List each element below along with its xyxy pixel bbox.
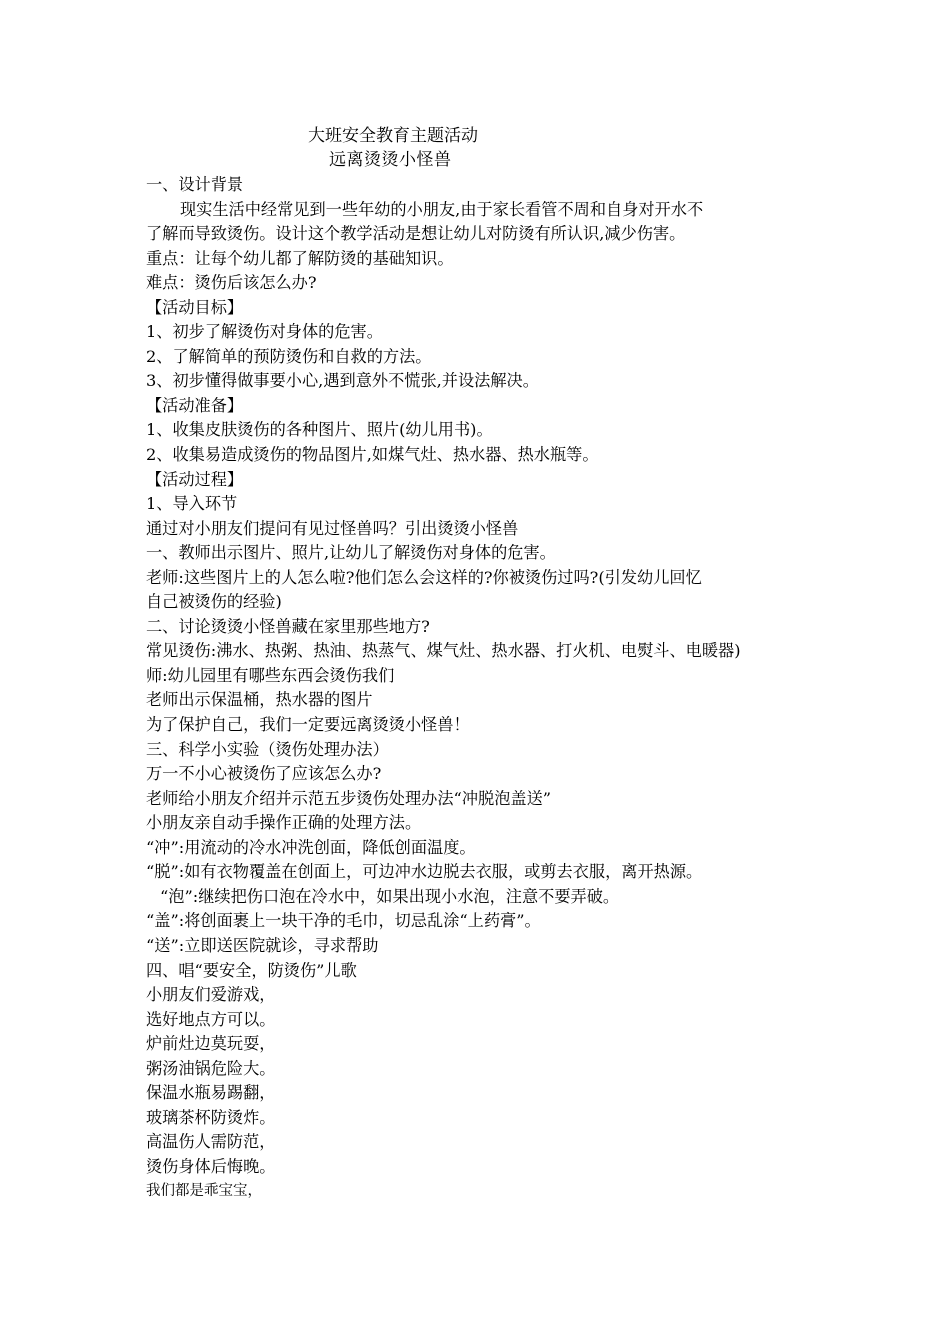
document-subtitle: 远离烫烫小怪兽 bbox=[329, 150, 452, 170]
song-line: 粥汤油锅危险大。 bbox=[146, 1058, 276, 1078]
treatment-step: “盖”:将创面裹上一块干净的毛巾，切忌乱涂“上药膏”。 bbox=[146, 911, 541, 931]
song-line: 炉前灶边莫玩耍， bbox=[146, 1034, 276, 1054]
song-line: 玻璃茶杯防烫炸。 bbox=[146, 1107, 276, 1127]
document-body bbox=[146, 173, 816, 1204]
song-line: 我们都是乖宝宝， bbox=[146, 1183, 262, 1200]
paragraph-line: 了解而导致烫伤。设计这个教学活动是想让幼儿对防烫有所认识,减少伤害。 bbox=[146, 224, 686, 244]
process-line: 通过对小朋友们提问有见过怪兽吗？引出烫烫小怪兽 bbox=[146, 518, 519, 538]
process-line: 1、导入环节 bbox=[146, 494, 238, 514]
goal-item: 2、了解简单的预防烫伤和自救的方法。 bbox=[146, 346, 432, 366]
preparation-item: 1、收集皮肤烫伤的各种图片、照片(幼儿用书)。 bbox=[146, 420, 493, 440]
section-heading-background: 一、设计背景 bbox=[146, 175, 244, 194]
process-line: 小朋友亲自动手操作正确的处理方法。 bbox=[146, 813, 422, 833]
process-line: 老师出示保温桶，热水器的图片 bbox=[146, 690, 373, 710]
process-line: 为了保护自己，我们一定要远离烫烫小怪兽！ bbox=[146, 715, 470, 735]
treatment-step: “泡”:继续把伤口泡在冷水中，如果出现小水泡，注意不要弄破。 bbox=[160, 886, 620, 906]
goal-item: 1、初步了解烫伤对身体的危害。 bbox=[146, 322, 383, 342]
section-heading-song: 四、唱“要安全，防烫伤”儿歌 bbox=[146, 960, 357, 980]
treatment-step: “冲”:用流动的冷水冲洗创面，降低创面温度。 bbox=[146, 837, 476, 857]
paragraph-line: 现实生活中经常见到一些年幼的小朋友,由于家长看管不周和自身对开水不 bbox=[180, 199, 704, 219]
song-line: 高温伤人需防范， bbox=[146, 1132, 276, 1152]
process-line: 老师给小朋友介绍并示范五步烫伤处理办法“冲脱泡盖送” bbox=[146, 788, 552, 808]
key-point-line: 重点：让每个幼儿都了解防烫的基础知识。 bbox=[146, 248, 454, 268]
difficulty-line: 难点：烫伤后该怎么办? bbox=[146, 273, 317, 293]
process-line: 一、教师出示图片、照片,让幼儿了解烫伤对身体的危害。 bbox=[146, 543, 556, 563]
process-line: 二、讨论烫烫小怪兽藏在家里那些地方? bbox=[146, 616, 430, 636]
song-line: 小朋友们爱游戏， bbox=[146, 985, 276, 1005]
process-line: 老师:这些图片上的人怎么啦?他们怎么会这样的?你被烫伤过吗?(引发幼儿回忆 bbox=[146, 567, 702, 587]
process-line: 三、科学小实验（烫伤处理办法） bbox=[146, 739, 389, 759]
treatment-step: “脱”:如有衣物覆盖在创面上，可边冲水边脱去衣服，或剪去衣服，离开热源。 bbox=[146, 862, 703, 882]
section-heading-goals: 【活动目标】 bbox=[146, 297, 244, 317]
process-line: 自己被烫伤的经验) bbox=[146, 592, 282, 612]
song-line: 保温水瓶易踢翻， bbox=[146, 1083, 276, 1103]
process-line: 师:幼儿园里有哪些东西会烫伤我们 bbox=[146, 665, 395, 685]
treatment-step: “送”:立即送医院就诊，寻求帮助 bbox=[146, 935, 379, 955]
process-line: 万一不小心被烫伤了应该怎么办? bbox=[146, 764, 382, 784]
goal-item: 3、初步懂得做事要小心,遇到意外不慌张,并设法解决。 bbox=[146, 371, 539, 391]
song-line: 烫伤身体后悔晚。 bbox=[146, 1156, 276, 1176]
section-heading-preparation: 【活动准备】 bbox=[146, 395, 244, 415]
document-title: 大班安全教育主题活动 bbox=[308, 126, 478, 146]
song-line: 选好地点方可以。 bbox=[146, 1009, 276, 1029]
preparation-item: 2、收集易造成烫伤的物品图片,如煤气灶、热水器、热水瓶等。 bbox=[146, 445, 599, 465]
process-line: 常见烫伤:沸水、热粥、热油、热蒸气、煤气灶、热水器、打火机、电熨斗、电暖器) bbox=[146, 641, 741, 661]
section-heading-process: 【活动过程】 bbox=[146, 469, 244, 489]
